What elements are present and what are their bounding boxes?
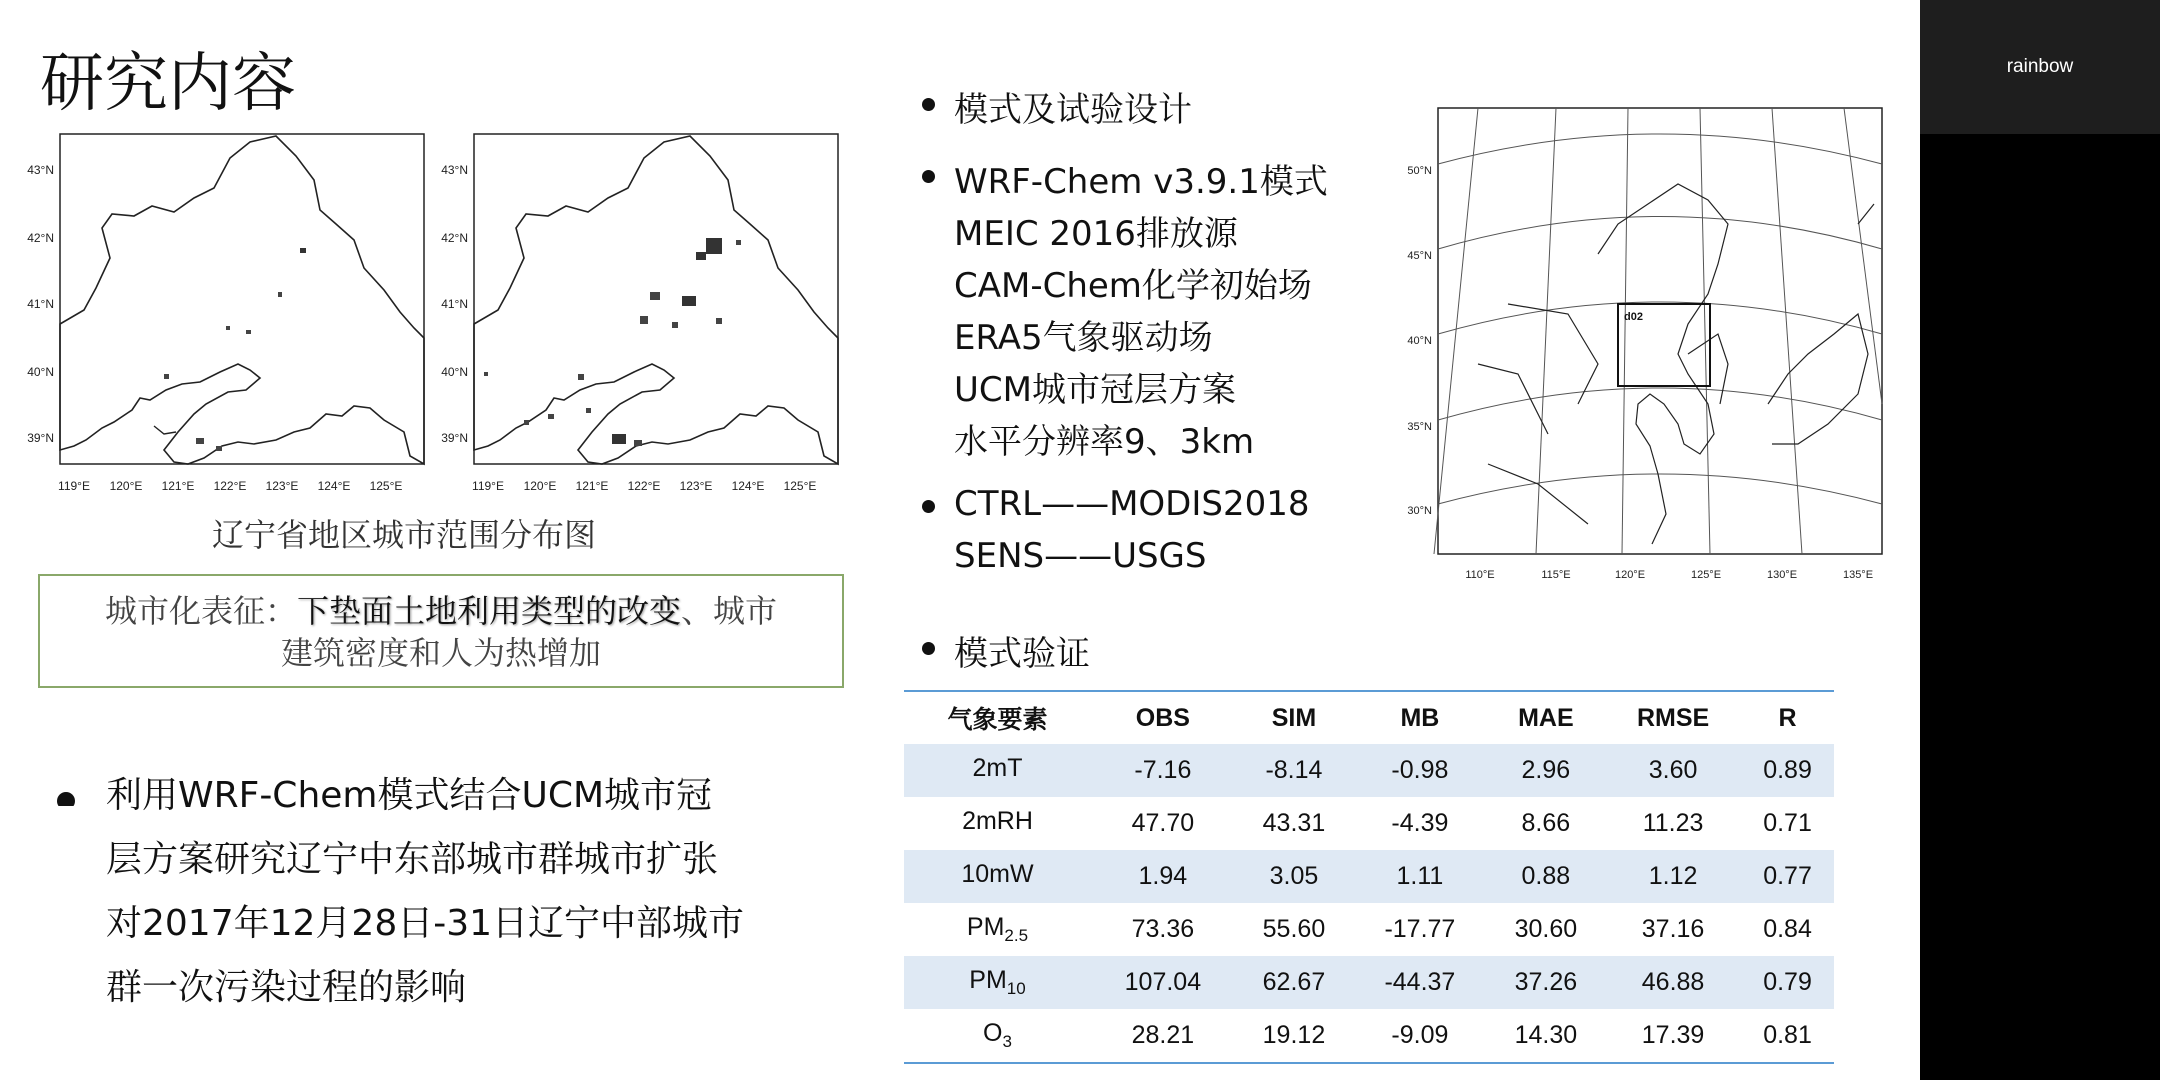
right-lon-tick-2: 121°E xyxy=(575,479,609,493)
domain-lat-tick-2: 40°N xyxy=(1407,335,1432,347)
bullet-dot-icon xyxy=(922,170,935,183)
table-cell: 55.60 xyxy=(1262,915,1326,943)
bullet-dot-icon xyxy=(922,642,935,655)
row-variable: $O_3$ xyxy=(904,1009,1091,1063)
domain-lon-tick-2: 120°E xyxy=(1614,569,1646,581)
table-cell: 73.36 xyxy=(1131,915,1195,943)
table-cell: 0.89 xyxy=(1741,744,1834,797)
table-cell: -44.37 xyxy=(1353,956,1487,1009)
design-line-1: MEIC 2016排放源 xyxy=(954,214,1238,254)
table-cell: 19.12 xyxy=(1235,1009,1353,1063)
left-lon-tick-1: 120°E xyxy=(109,479,143,493)
summary-line-0: 利用WRF-Chem模式结合UCM城市冠 xyxy=(106,775,713,816)
table-cell: -9.09 xyxy=(1353,1009,1487,1063)
domain-lat-tick-4: 30°N xyxy=(1407,505,1432,517)
table-cell: 47.70 xyxy=(1131,809,1195,837)
table-cell: 0.71 xyxy=(1763,809,1812,837)
table-cell: -7.16 xyxy=(1091,744,1235,797)
table-cell: 14.30 xyxy=(1487,1009,1605,1063)
left-lat-tick-1: 42°N xyxy=(27,231,54,245)
row-variable: $PM_{10}$ xyxy=(904,956,1091,1009)
summary-line-1: 层方案研究辽宁中东部城市群城市扩张 xyxy=(106,839,719,880)
table-cell: 11.23 xyxy=(1642,809,1704,837)
left-lon-tick-0: 119°E xyxy=(58,479,90,493)
experiment-sens: SENS——USGS xyxy=(954,536,1207,576)
table-cell: 1.12 xyxy=(1605,850,1741,903)
right-lat-tick-4: 39°N xyxy=(441,431,468,445)
domain-lon-tick-0: 110°E xyxy=(1465,569,1495,581)
table-cell: 37.26 xyxy=(1487,956,1605,1009)
table-cell: 3.60 xyxy=(1605,744,1741,797)
design-line-4: UCM城市冠层方案 xyxy=(954,370,1236,410)
table-cell: 2.96 xyxy=(1487,744,1605,797)
right-lat-tick-0: 43°N xyxy=(441,163,468,177)
right-lon-tick-3: 122°E xyxy=(627,479,661,493)
table-cell: 43.31 xyxy=(1262,809,1326,837)
col-header-mb: MB xyxy=(1353,691,1487,744)
heading-model-validation: 模式验证 xyxy=(954,634,1090,674)
left-lon-tick-5: 124°E xyxy=(317,479,351,493)
left-lat-tick-4: 39°N xyxy=(27,431,54,445)
left-lon-tick-4: 123°E xyxy=(265,479,299,493)
bullet-dot-icon xyxy=(922,500,935,513)
row-variable: 10mW xyxy=(904,850,1091,903)
col-header-mae: MAE xyxy=(1487,691,1605,744)
table-cell: -17.77 xyxy=(1384,915,1456,943)
table-header-row xyxy=(904,691,1834,744)
left-lat-tick-0: 43°N xyxy=(27,163,54,177)
table-cell: -0.98 xyxy=(1353,744,1487,797)
summary-line-2: 对2017年12月28日-31日辽宁中部城市 xyxy=(106,903,745,944)
table-cell: -8.14 xyxy=(1235,744,1353,797)
urban-map-right xyxy=(428,128,840,498)
summary-line-3: 群一次污染过程的影响 xyxy=(106,967,467,1008)
table-cell: 28.21 xyxy=(1091,1009,1235,1063)
table-cell: 17.39 xyxy=(1605,1009,1741,1063)
table-cell: 3.05 xyxy=(1235,850,1353,903)
inner-domain-label: d02 xyxy=(1624,311,1643,323)
row-variable: 2mT xyxy=(904,744,1091,797)
table-cell: 0.77 xyxy=(1741,850,1834,903)
right-lon-tick-4: 123°E xyxy=(679,479,713,493)
left-lon-tick-3: 122°E xyxy=(213,479,247,493)
row-variable: $PM_{2.5}$ xyxy=(966,913,1029,945)
model-domain-map xyxy=(1388,104,1888,598)
table-cell: 37.16 xyxy=(1641,915,1705,943)
table-cell: 62.67 xyxy=(1235,956,1353,1009)
right-lon-tick-1: 120°E xyxy=(523,479,557,493)
design-line-0: WRF-Chem v3.9.1模式 xyxy=(954,162,1328,202)
left-lat-tick-3: 40°N xyxy=(27,365,54,379)
table-cell: 0.84 xyxy=(1763,915,1812,943)
validation-table xyxy=(904,690,1834,1064)
domain-lon-tick-4: 130°E xyxy=(1766,569,1798,581)
table-cell: 1.11 xyxy=(1353,850,1487,903)
table-cell: 30.60 xyxy=(1514,915,1578,943)
urbanization-highlight: 下垫面土地利用类型的改变 xyxy=(296,592,681,630)
experiment-ctrl: CTRL——MODIS2018 xyxy=(954,484,1310,524)
urbanization-prefix: 城市化表征： xyxy=(104,592,297,630)
map-caption: 辽宁省地区城市范围分布图 xyxy=(212,516,597,554)
table-row xyxy=(904,850,1834,903)
col-header-r: R xyxy=(1741,691,1834,744)
col-header-sim: SIM xyxy=(1235,691,1353,744)
domain-lat-tick-0: 50°N xyxy=(1407,165,1432,177)
right-lat-tick-3: 40°N xyxy=(441,365,468,379)
table-row xyxy=(904,1009,1834,1063)
right-lat-tick-2: 41°N xyxy=(441,297,468,311)
design-line-3: ERA5气象驱动场 xyxy=(954,318,1213,358)
table-cell: 0.81 xyxy=(1741,1009,1834,1063)
col-header-obs: OBS xyxy=(1091,691,1235,744)
table-row xyxy=(904,903,1834,956)
urbanization-suffix: 、城市 xyxy=(681,592,778,630)
left-lon-tick-2: 121°E xyxy=(161,479,195,493)
bullet-dot-icon xyxy=(52,772,86,806)
table-cell: 1.94 xyxy=(1091,850,1235,903)
design-line-2: CAM-Chem化学初始场 xyxy=(954,266,1312,306)
right-lon-tick-0: 119°E xyxy=(472,479,504,493)
left-lat-tick-2: 41°N xyxy=(27,297,54,311)
table-row xyxy=(904,956,1834,1009)
row-variable: 2mRH xyxy=(962,807,1033,835)
table-cell: 107.04 xyxy=(1091,956,1235,1009)
table-row xyxy=(904,797,1834,850)
urbanization-line-1 xyxy=(40,590,842,632)
col-header-variable: 气象要素 xyxy=(904,691,1091,744)
right-lon-tick-5: 124°E xyxy=(731,479,765,493)
urbanization-box xyxy=(38,574,844,688)
left-lon-tick-6: 125°E xyxy=(369,479,403,493)
design-line-5: 水平分辨率9、3km xyxy=(954,422,1255,462)
table-cell: 46.88 xyxy=(1605,956,1741,1009)
domain-lat-tick-1: 45°N xyxy=(1407,250,1432,262)
bullet-dot-icon xyxy=(922,98,935,111)
table-cell: 8.66 xyxy=(1521,809,1571,837)
domain-lon-tick-5: 135°E xyxy=(1842,569,1874,581)
slide-title: 研究内容 xyxy=(40,47,296,121)
participant-tile[interactable] xyxy=(1920,0,2160,134)
urban-map-left xyxy=(14,128,426,498)
domain-lat-tick-3: 35°N xyxy=(1407,421,1432,433)
col-header-rmse: RMSE xyxy=(1605,691,1741,744)
urbanization-line-2: 建筑密度和人为热增加 xyxy=(280,634,601,672)
participant-name: rainbow xyxy=(2006,56,2074,77)
heading-model-design: 模式及试验设计 xyxy=(954,90,1192,130)
right-lon-tick-6: 125°E xyxy=(783,479,817,493)
table-cell: 0.88 xyxy=(1487,850,1605,903)
domain-lon-tick-1: 115°E xyxy=(1541,569,1571,581)
right-lat-tick-1: 42°N xyxy=(441,231,468,245)
domain-lon-tick-3: 125°E xyxy=(1690,569,1722,581)
table-cell: 0.79 xyxy=(1741,956,1834,1009)
table-row xyxy=(904,744,1834,797)
research-summary xyxy=(106,772,826,1012)
table-cell: -4.39 xyxy=(1391,809,1449,837)
participant-panel xyxy=(1920,0,2160,1080)
